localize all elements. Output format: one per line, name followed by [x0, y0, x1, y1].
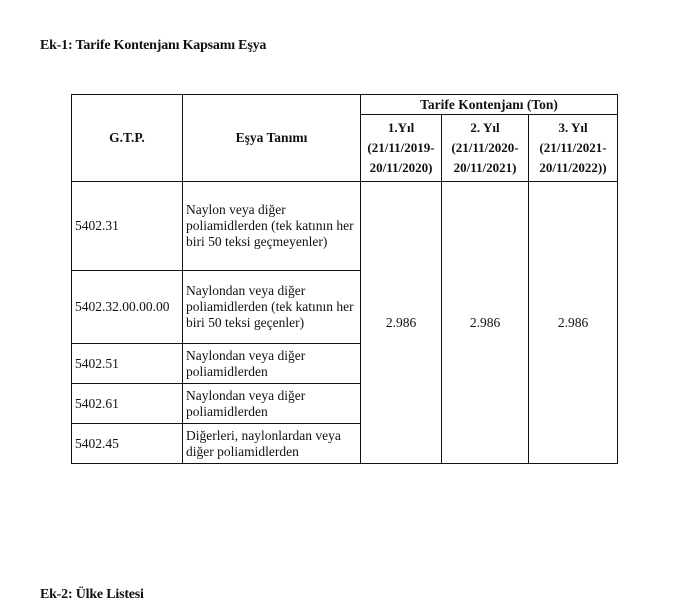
year-2-quota: 2.986 [442, 182, 529, 464]
year-2-header [442, 115, 529, 182]
year-2-label: 2. Yıl [470, 120, 500, 135]
year-3-period-end: 20/11/2022)) [539, 160, 607, 175]
year-2-period-start: (21/11/2020- [451, 140, 519, 155]
item-description: Diğerleri, naylonlardan veya diğer poliamidlerden [183, 424, 361, 464]
year-1-label: 1.Yıl [387, 120, 415, 135]
year-1-period-end: 20/11/2020) [369, 160, 433, 175]
year-3-header [529, 115, 618, 182]
gtp-code: 5402.31 [72, 182, 183, 271]
item-description: Naylondan veya diğer poliamidlerden [183, 384, 361, 424]
gtp-code: 5402.51 [72, 344, 183, 384]
year-2-period-end: 20/11/2021) [453, 160, 517, 175]
year-1-period-start: (21/11/2019- [367, 140, 435, 155]
header-row-top [72, 95, 618, 115]
year-3-period-start: (21/11/2021- [539, 140, 607, 155]
item-description: Naylondan veya diğer poliamidlerden [183, 344, 361, 384]
gtp-code: 5402.61 [72, 384, 183, 424]
table-row [72, 182, 618, 271]
year-1-quota: 2.986 [361, 182, 442, 464]
gtp-code: 5402.45 [72, 424, 183, 464]
item-description: Naylondan veya diğer poliamidlerden (tek katının her biri 50 teksi geçenler) [183, 271, 361, 344]
tariff-quota-table [71, 94, 618, 464]
ek2-heading: Ek-2: Ülke Listesi [40, 587, 144, 602]
gtp-code: 5402.32.00.00.00 [72, 271, 183, 344]
description-header: Eşya Tanımı [183, 95, 361, 182]
year-1-header [361, 115, 442, 182]
year-3-quota: 2.986 [529, 182, 618, 464]
quota-group-header: Tarife Kontenjanı (Ton) [361, 95, 618, 115]
gtp-header: G.T.P. [72, 95, 183, 182]
ek1-heading: Ek-1: Tarife Kontenjanı Kapsamı Eşya [40, 38, 267, 53]
year-3-label: 3. Yıl [558, 120, 588, 135]
item-description: Naylon veya diğer poliamidlerden (tek katının her biri 50 teksi geçmeyenler) [183, 182, 361, 271]
